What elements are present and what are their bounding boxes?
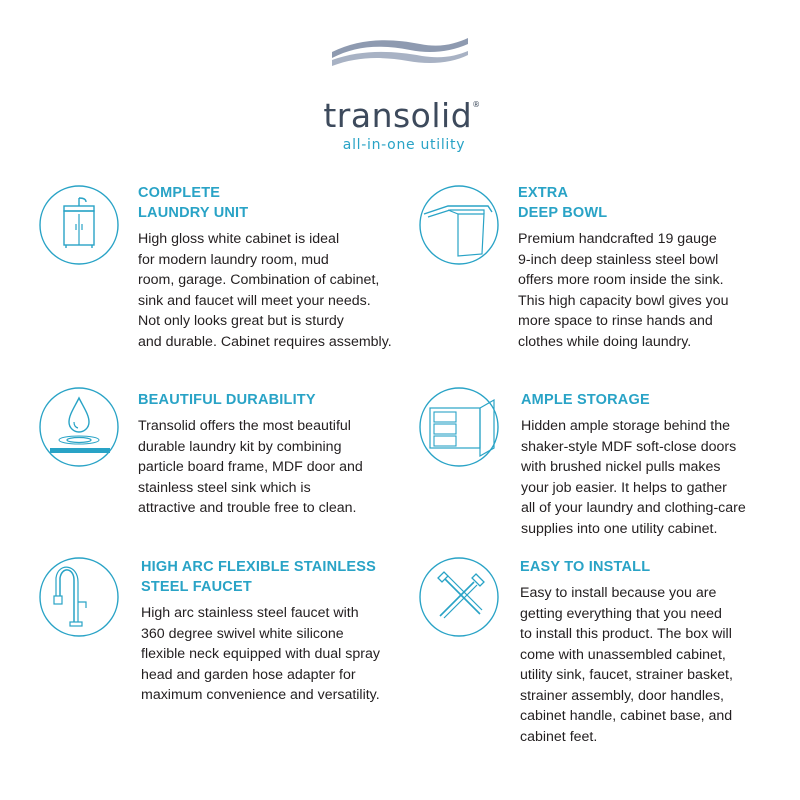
feature-ample-storage (521, 390, 791, 539)
feature-easy-to-install (520, 557, 790, 747)
feature-title: COMPLETE LAUNDRY UNIT (138, 185, 249, 221)
feature-description: Easy to install because you are getting everything that you need to install this product. The box will come with unassembled cabinet, utility sink, faucet, strainer basket, strainer assembly, door handles, cabinet handle, cabinet base, and cabinet feet. (520, 585, 733, 745)
feature-title: HIGH ARC FLEXIBLE STAINLESS STEEL FAUCET (141, 559, 376, 595)
feature-description: Transolid offers the most beautiful durable laundry kit by combining particle board frame, MDF door and stainless steel sink which is attractive and trouble free to clean. (138, 418, 363, 516)
faucet-icon (38, 556, 120, 638)
brand-name: transolid® (323, 96, 481, 135)
feature-title: BEAUTIFUL DURABILITY (138, 392, 316, 408)
feature-title: EASY TO INSTALL (520, 559, 651, 575)
brand-tagline: all-in-one utility (342, 137, 466, 153)
feature-description: Hidden ample storage behind the shaker-style MDF soft-close doors with brushed nickel pulls makes your job easier. It helps to gather all of your laundry and clothing-care supplies into one utility cabinet. (521, 418, 746, 537)
feature-title: AMPLE STORAGE (521, 392, 650, 408)
feature-title: EXTRA DEEP BOWL (518, 185, 608, 221)
deep-bowl-icon (418, 184, 500, 266)
feature-faucet (141, 557, 431, 706)
laundry-unit-icon (38, 184, 120, 266)
feature-complete-laundry-unit (138, 183, 428, 352)
water-drop-icon (38, 386, 120, 468)
feature-beautiful-durability (138, 390, 428, 519)
feature-extra-deep-bowl (518, 183, 788, 352)
brand-logo (0, 28, 800, 153)
feature-description: Premium handcrafted 19 gauge 9-inch deep stainless steel bowl offers more room inside the sink. This high capacity bowl gives you more space to rinse hands and clothes while doing laundry. (518, 231, 729, 350)
feature-description: High gloss white cabinet is ideal for modern laundry room, mud room, garage. Combination of cabinet, sink and faucet will meet your needs. Not only looks great but is sturdy and durable. Cabinet requires assembly. (138, 231, 392, 350)
swoosh-logo-mark (330, 34, 470, 70)
feature-description: High arc stainless steel faucet with 360 degree swivel white silicone flexible neck equipped with dual spray head and garden hose adapter for maximum convenience and versatility. (141, 605, 380, 703)
storage-cabinet-icon (418, 386, 500, 468)
tools-icon (418, 556, 500, 638)
